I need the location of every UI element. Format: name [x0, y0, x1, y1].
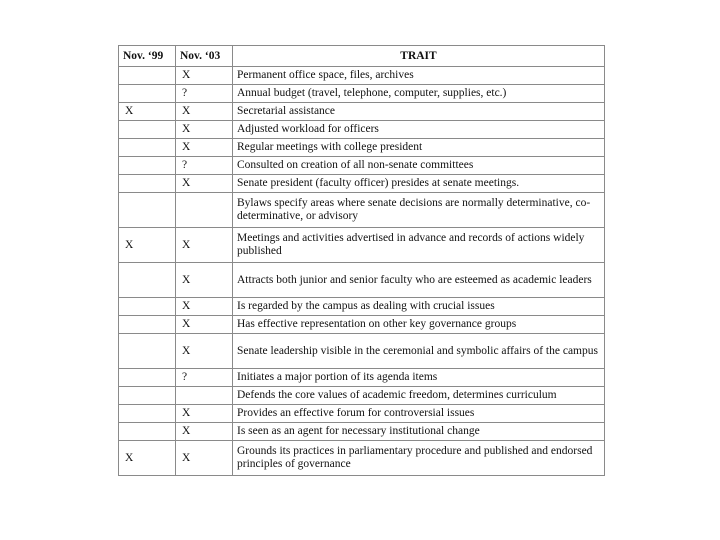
nov-99-cell [119, 139, 176, 157]
table-row [119, 334, 605, 369]
nov-03-cell: ? [176, 369, 233, 387]
nov-99-cell: X [119, 441, 176, 476]
nov-03-cell: X [176, 139, 233, 157]
trait-cell: Regular meetings with college president [233, 139, 605, 157]
trait-cell: Adjusted workload for officers [233, 121, 605, 139]
table-row [119, 298, 605, 316]
table-row [119, 67, 605, 85]
table-row [119, 193, 605, 228]
trait-cell: Is regarded by the campus as dealing with crucial issues [233, 298, 605, 316]
nov-99-cell [119, 121, 176, 139]
nov-03-cell: X [176, 67, 233, 85]
table-row [119, 441, 605, 476]
trait-cell: Defends the core values of academic freedom, determines curriculum [233, 387, 605, 405]
nov-99-cell [119, 423, 176, 441]
nov-03-cell: ? [176, 157, 233, 175]
table-row [119, 139, 605, 157]
header-row [119, 46, 605, 67]
table-row [119, 228, 605, 263]
table-row [119, 157, 605, 175]
table-row [119, 423, 605, 441]
nov-99-cell: X [119, 228, 176, 263]
nov-03-cell: X [176, 316, 233, 334]
trait-cell: Provides an effective forum for controversial issues [233, 405, 605, 423]
table-row [119, 175, 605, 193]
nov-03-cell: X [176, 228, 233, 263]
nov-99-cell [119, 334, 176, 369]
nov-99-cell [119, 175, 176, 193]
table-row [119, 369, 605, 387]
nov-99-cell [119, 263, 176, 298]
nov-03-cell: X [176, 405, 233, 423]
nov-99-cell [119, 193, 176, 228]
table-row [119, 405, 605, 423]
header-nov-99: Nov. ‘99 [119, 46, 176, 67]
trait-cell: Attracts both junior and senior faculty who are esteemed as academic leaders [233, 263, 605, 298]
header-nov-03: Nov. ‘03 [176, 46, 233, 67]
trait-cell: Grounds its practices in parliamentary procedure and published and endorsed principles of governance [233, 441, 605, 476]
nov-03-cell: ? [176, 85, 233, 103]
nov-03-cell: X [176, 441, 233, 476]
trait-cell: Senate leadership visible in the ceremonial and symbolic affairs of the campus [233, 334, 605, 369]
trait-cell: Bylaws specify areas where senate decisions are normally determinative, co-determinative, or advisory [233, 193, 605, 228]
nov-03-cell: X [176, 103, 233, 121]
trait-cell: Initiates a major portion of its agenda items [233, 369, 605, 387]
nov-99-cell [119, 405, 176, 423]
trait-cell: Secretarial assistance [233, 103, 605, 121]
nov-99-cell [119, 316, 176, 334]
table-row [119, 316, 605, 334]
nov-99-cell: X [119, 103, 176, 121]
trait-cell: Is seen as an agent for necessary institutional change [233, 423, 605, 441]
table-row [119, 387, 605, 405]
nov-03-cell [176, 387, 233, 405]
nov-03-cell: X [176, 334, 233, 369]
nov-99-cell [119, 157, 176, 175]
trait-cell: Has effective representation on other key governance groups [233, 316, 605, 334]
nov-99-cell [119, 387, 176, 405]
table-row [119, 121, 605, 139]
header-trait: TRAIT [233, 46, 605, 67]
nov-03-cell: X [176, 175, 233, 193]
trait-cell: Senate president (faculty officer) presides at senate meetings. [233, 175, 605, 193]
nov-99-cell [119, 298, 176, 316]
nov-03-cell: X [176, 298, 233, 316]
nov-99-cell [119, 369, 176, 387]
trait-cell: Permanent office space, files, archives [233, 67, 605, 85]
trait-cell: Consulted on creation of all non-senate committees [233, 157, 605, 175]
nov-03-cell: X [176, 121, 233, 139]
nov-99-cell [119, 67, 176, 85]
nov-03-cell: X [176, 263, 233, 298]
trait-cell: Meetings and activities advertised in advance and records of actions widely published [233, 228, 605, 263]
table-row [119, 85, 605, 103]
nov-99-cell [119, 85, 176, 103]
trait-cell: Annual budget (travel, telephone, computer, supplies, etc.) [233, 85, 605, 103]
nov-03-cell [176, 193, 233, 228]
table-row [119, 263, 605, 298]
traits-table [118, 45, 605, 476]
nov-03-cell: X [176, 423, 233, 441]
table-row [119, 103, 605, 121]
